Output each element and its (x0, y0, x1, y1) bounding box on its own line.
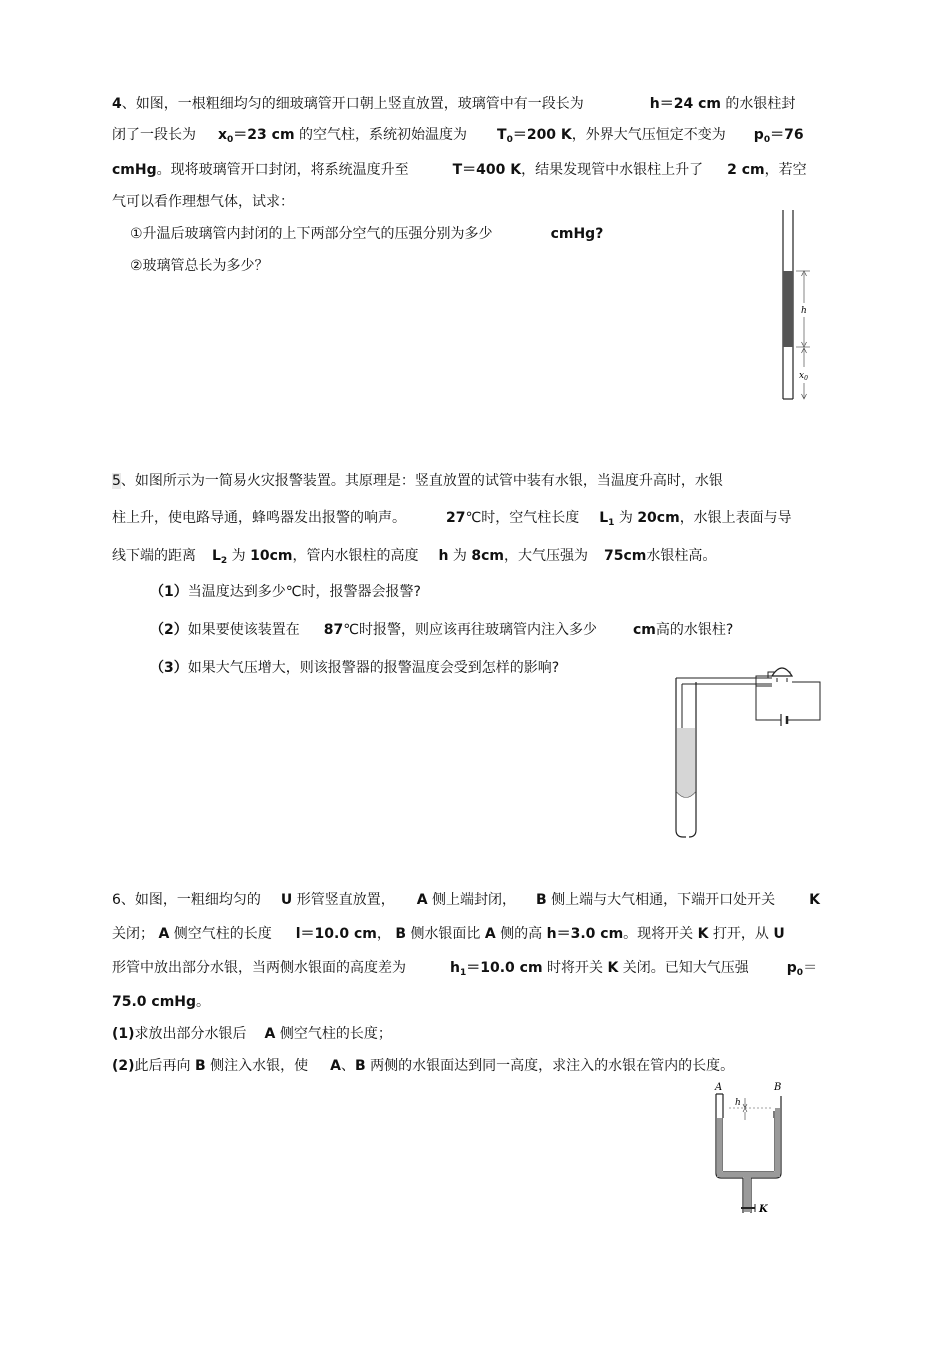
h-label: h (735, 1098, 741, 1108)
x0-label: $x_0$ (799, 371, 808, 382)
q4-line-2: 闭了一段长为 $x_0=23$ cm 的空气柱，系统初始温度为 $T_0=200$ K，外界大气压恒定不变为 $p_0=76$ (112, 127, 804, 145)
q5-line-3: 线下端的距离 $L_2$ 为 10cm，管内水银柱的高度 h 为 8cm，大气压强为 75cm水银柱高。 (112, 548, 717, 566)
q6-line-5: (1)求放出部分水银后 A 侧空气柱的长度； (112, 1026, 392, 1042)
q6-line-4: 75.0 cmHg。 (112, 994, 211, 1010)
q6-line-1: 6、如图，一粗细均匀的 U 形管竖直放置， A 侧上端封闭， B 侧上端与大气相通，下端开口处开关 K (112, 892, 821, 908)
mercury-column (783, 271, 793, 347)
q5-line-5: （2）如果要使该装置在 87℃时报警，则应该再往玻璃管内注入多少 cm高的水银柱? (150, 622, 734, 638)
label-a: A (715, 1082, 723, 1093)
q5-line-2: 柱上升，使电路导通，蜂鸣器发出报警的响声。 27℃时，空气柱长度 $L_1$ 为 20cm，水银上表面与导 (112, 510, 792, 528)
q5-line-6: （3）如果大气压增大，则该报警器的报警温度会受到怎样的影响? (150, 660, 560, 676)
q4-line-4: 气可以看作理想气体，试求： (112, 194, 294, 210)
q6-line-3: 形管中放出部分水银，当两侧水银面的高度差为 $h_1=10.0$ cm 时将开关 K 关闭。已知大气压强 $p_0=$ (112, 960, 818, 978)
q6-line-6: (2)此后再向 B 侧注入水银，使 A、B 两侧的水银面达到同一高度，求注入的水银在管内的长度。 (112, 1058, 735, 1074)
q4-line-6: ②玻璃管总长为多少？ (130, 258, 269, 274)
q4-line-5: ①升温后玻璃管内封闭的上下两部分空气的压强分别为多少 cmHg? (130, 226, 604, 242)
q5-line-4: （1）当温度达到多少℃时，报警器会报警? (150, 584, 421, 600)
label-k: K (759, 1204, 768, 1215)
q5-line-1: 5、如图所示为一简易火灾报警装置。其原理是：竖直放置的试管中装有水银，当温度升高时，水银 (112, 473, 723, 489)
h-label: h (801, 306, 807, 316)
q4-line-3: cmHg。现将玻璃管开口封闭，将系统温度升至 T＝400 K，结果发现管中水银柱上升了 2 cm，若空 (112, 162, 807, 178)
buzzer-icon (772, 668, 792, 676)
mercury-column (677, 728, 696, 792)
fire-alarm-figure (660, 658, 835, 843)
u-tube-figure (705, 1078, 795, 1223)
q6-line-2: 关闭； A 侧空气柱的长度 l＝10.0 cm， B 侧水银面比 A 侧的高 h＝3.0 cm。现将开关 K 打开，从 U (112, 926, 785, 942)
q4-line-1: 4、如图，一根粗细均匀的细玻璃管开口朝上竖直放置，玻璃管中有一段长为 h＝24 cm 的水银柱封 (112, 96, 796, 112)
label-b: B (774, 1082, 782, 1093)
glass-tube-figure (770, 205, 830, 405)
